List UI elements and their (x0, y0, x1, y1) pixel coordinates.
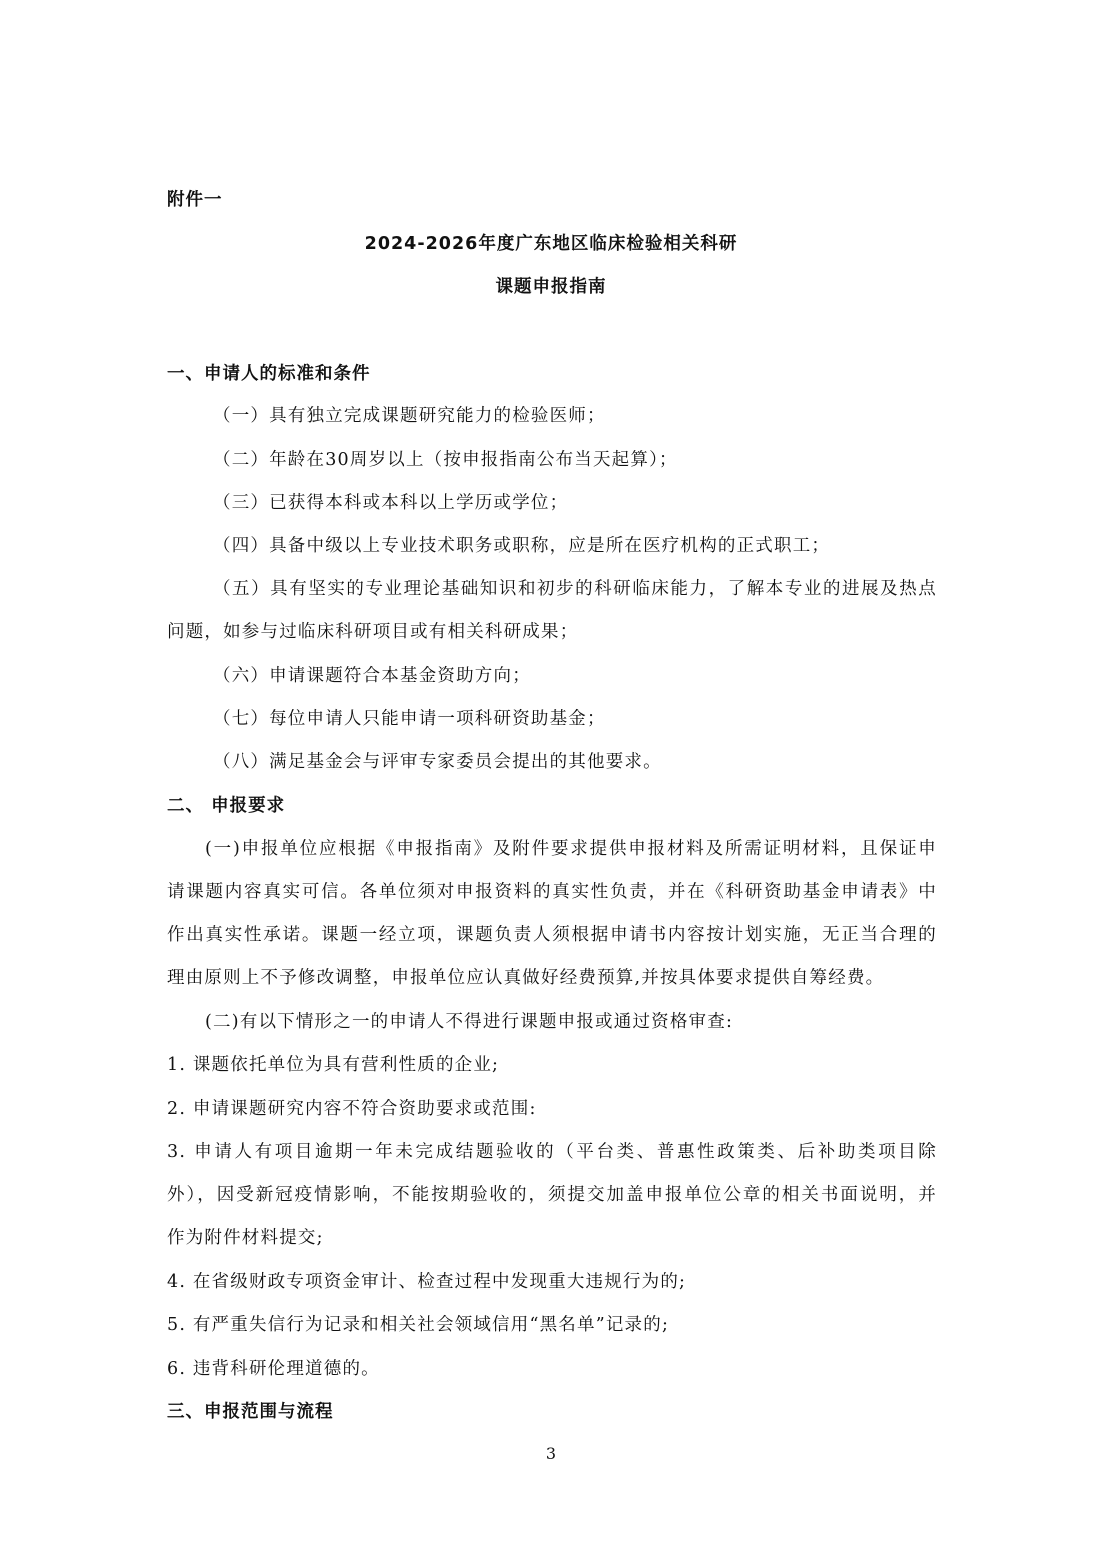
page-number: 3 (545, 1444, 557, 1463)
section-1-item: （七）每位申请人只能申请一项科研资助基金； (213, 709, 606, 729)
section-2-list-item: 6. 违背科研伦理道德的。 (167, 1359, 380, 1379)
section-2-list-item: 4. 在省级财政专项资金审计、检查过程中发现重大违规行为的; (167, 1272, 687, 1292)
section-2-paragraph-line: 请课题内容真实可信。各单位须对申报资料的真实性负责，并在《科研资助基金申请表》中 (167, 882, 937, 902)
section-1-item: （三）已获得本科或本科以上学历或学位； (213, 493, 569, 513)
section-1-item: （一）具有独立完成课题研究能力的检验医师； (213, 406, 606, 426)
section-2-list-item: 3. 申请人有项目逾期一年未完成结题验收的（平台类、普惠性政策类、后补助类项目除 (167, 1142, 937, 1162)
section-1-item-continued: 问题，如参与过临床科研项目或有相关科研成果； (167, 622, 579, 642)
section-2-list-item: 5. 有严重失信行为记录和相关社会领域信用“黑名单”记录的; (167, 1315, 670, 1335)
section-2-paragraph-line: (一)申报单位应根据《申报指南》及附件要求提供申报材料及所需证明材料，且保证申 (205, 839, 937, 859)
section-1-item: （二）年龄在30周岁以上（按申报指南公布当天起算）； (213, 450, 678, 470)
attachment-label: 附件一 (167, 190, 223, 210)
section-1-item: （四）具备中级以上专业技术职务或职称，应是所在医疗机构的正式职工； (213, 536, 831, 556)
section-2-paragraph-line: 理由原则上不予修改调整，申报单位应认真做好经费预算,并按具体要求提供自筹经费。 (167, 968, 885, 988)
section-2-list-item-continued: 作为附件材料提交; (167, 1228, 324, 1248)
section-2-heading: 二、 申报要求 (167, 796, 286, 816)
section-2-list-item: 2. 申请课题研究内容不符合资助要求或范围: (167, 1099, 537, 1119)
title-line-1: 2024-2026年度广东地区临床检验相关科研 (364, 234, 738, 254)
section-1-item: （五）具有坚实的专业理论基础知识和初步的科研临床能力，了解本专业的进展及热点 (213, 579, 937, 599)
section-2-list-item-continued: 外），因受新冠疫情影响，不能按期验收的，须提交加盖申报单位公章的相关书面说明，并 (167, 1185, 937, 1205)
section-2-paragraph-2: (二)有以下情形之一的申请人不得进行课题申报或通过资格审查: (205, 1012, 734, 1032)
section-1-item: （六）申请课题符合本基金资助方向； (213, 666, 531, 686)
section-1-heading: 一、申请人的标准和条件 (167, 364, 371, 384)
section-2-paragraph-line: 作出真实性承诺。课题一经立项，课题负责人须根据申请书内容按计划实施，无正当合理的 (167, 925, 937, 945)
title-line-2: 课题申报指南 (495, 277, 607, 297)
section-2-list-item: 1. 课题依托单位为具有营利性质的企业; (167, 1055, 500, 1075)
section-1-item: （八）满足基金会与评审专家委员会提出的其他要求。 (213, 752, 662, 772)
section-3-heading: 三、申报范围与流程 (167, 1402, 334, 1422)
